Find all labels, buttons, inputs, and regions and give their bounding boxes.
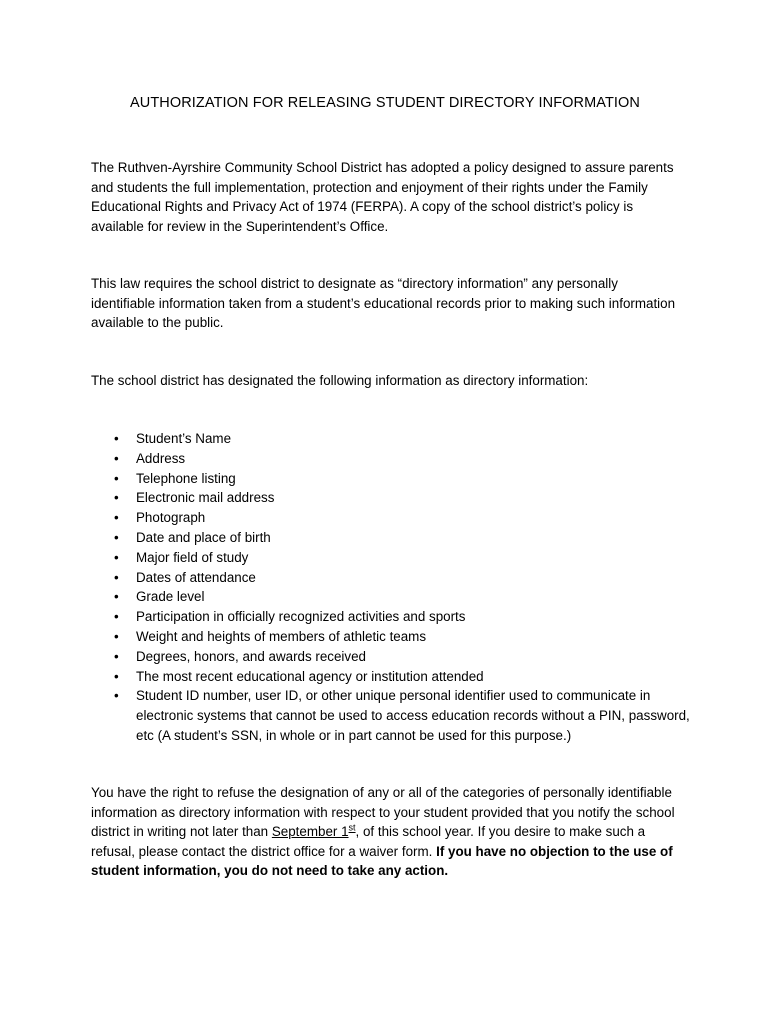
law-paragraph: This law requires the school district to designate as “directory information” any personally identifiable information taken from a student’s educational records prior to making such information available to the public. bbox=[91, 276, 676, 330]
document-title: AUTHORIZATION FOR RELEASING STUDENT DIRECTORY INFORMATION bbox=[129, 95, 641, 111]
bullet-icon: • bbox=[114, 450, 119, 466]
list-item bbox=[91, 429, 691, 449]
bullet-icon: • bbox=[114, 648, 119, 664]
bullet-icon: • bbox=[114, 529, 119, 545]
bullet-icon: • bbox=[114, 431, 119, 446]
list-item-text: Electronic mail address bbox=[136, 490, 275, 506]
bullet-icon: • bbox=[114, 589, 119, 605]
list-item bbox=[91, 449, 691, 469]
directory-information-list bbox=[91, 429, 691, 746]
no-action-note: If you have no objection to the use of student information, you do not need to take any action. bbox=[91, 843, 673, 878]
list-item bbox=[91, 528, 691, 548]
list-item bbox=[91, 627, 691, 647]
list-item bbox=[91, 469, 691, 489]
list-item-text: Student ID number, user ID, or other unique personal identifier used to communicate in electronic systems that cannot be used to access education records without a PIN, password, etc (A student’s SSN, in whole or in part cannot be used for this purpose.) bbox=[136, 688, 690, 743]
bullet-icon: • bbox=[114, 549, 119, 565]
list-item-text: Date and place of birth bbox=[136, 529, 271, 545]
refusal-paragraph bbox=[91, 783, 681, 881]
designated-paragraph: The school district has designated the following information as directory information: bbox=[91, 373, 589, 388]
list-item-text: Photograph bbox=[136, 510, 206, 526]
list-item-text: Grade level bbox=[136, 589, 205, 605]
list-item-text: Weight and heights of members of athletic teams bbox=[136, 628, 427, 644]
list-item-text: Dates of attendance bbox=[136, 569, 256, 585]
list-item bbox=[91, 488, 691, 508]
deadline-date: September 1 bbox=[271, 824, 349, 839]
list-item-text: Degrees, honors, and awards received bbox=[136, 648, 367, 664]
list-item-text: The most recent educational agency or institution attended bbox=[136, 668, 484, 684]
list-item bbox=[91, 686, 691, 745]
bullet-icon: • bbox=[114, 609, 119, 625]
bullet-icon: • bbox=[114, 628, 119, 644]
bullet-icon: • bbox=[114, 470, 119, 486]
bullet-icon: • bbox=[114, 569, 119, 585]
refusal-text-middle: , of this school year. If you desire to make such a refusal, please contact the district office for a waiver form. bbox=[91, 824, 646, 859]
list-item bbox=[91, 568, 691, 588]
deadline-date-suffix: st bbox=[348, 822, 356, 833]
list-item-text: Major field of study bbox=[136, 549, 249, 565]
list-item bbox=[91, 667, 691, 687]
list-item-text: Telephone listing bbox=[136, 470, 236, 486]
list-item-text: Participation in officially recognized activities and sports bbox=[136, 609, 466, 625]
list-item bbox=[91, 508, 691, 528]
list-item bbox=[91, 587, 691, 607]
list-item bbox=[91, 647, 691, 667]
bullet-icon: • bbox=[114, 490, 119, 506]
bullet-icon: • bbox=[114, 668, 119, 684]
list-item bbox=[91, 607, 691, 627]
bullet-icon: • bbox=[114, 510, 119, 526]
list-item bbox=[91, 548, 691, 568]
list-item-text: Address bbox=[136, 450, 186, 466]
intro-paragraph: The Ruthven-Ayrshire Community School District has adopted a policy designed to assure parents and students the full implementation, protection and enjoyment of their rights under the Family Educational Rights and Privacy Act of 1974 (FERPA). A copy of the school district’s policy is available for review in the Superintendent’s Office. bbox=[91, 160, 674, 234]
list-item-text: Student’s Name bbox=[136, 431, 232, 446]
bullet-icon: • bbox=[114, 688, 119, 704]
refusal-text-start: You have the right to refuse the designation of any or all of the categories of personally identifiable information as directory information with respect to your student provided that you notify the school district in writing not later than bbox=[91, 785, 675, 839]
